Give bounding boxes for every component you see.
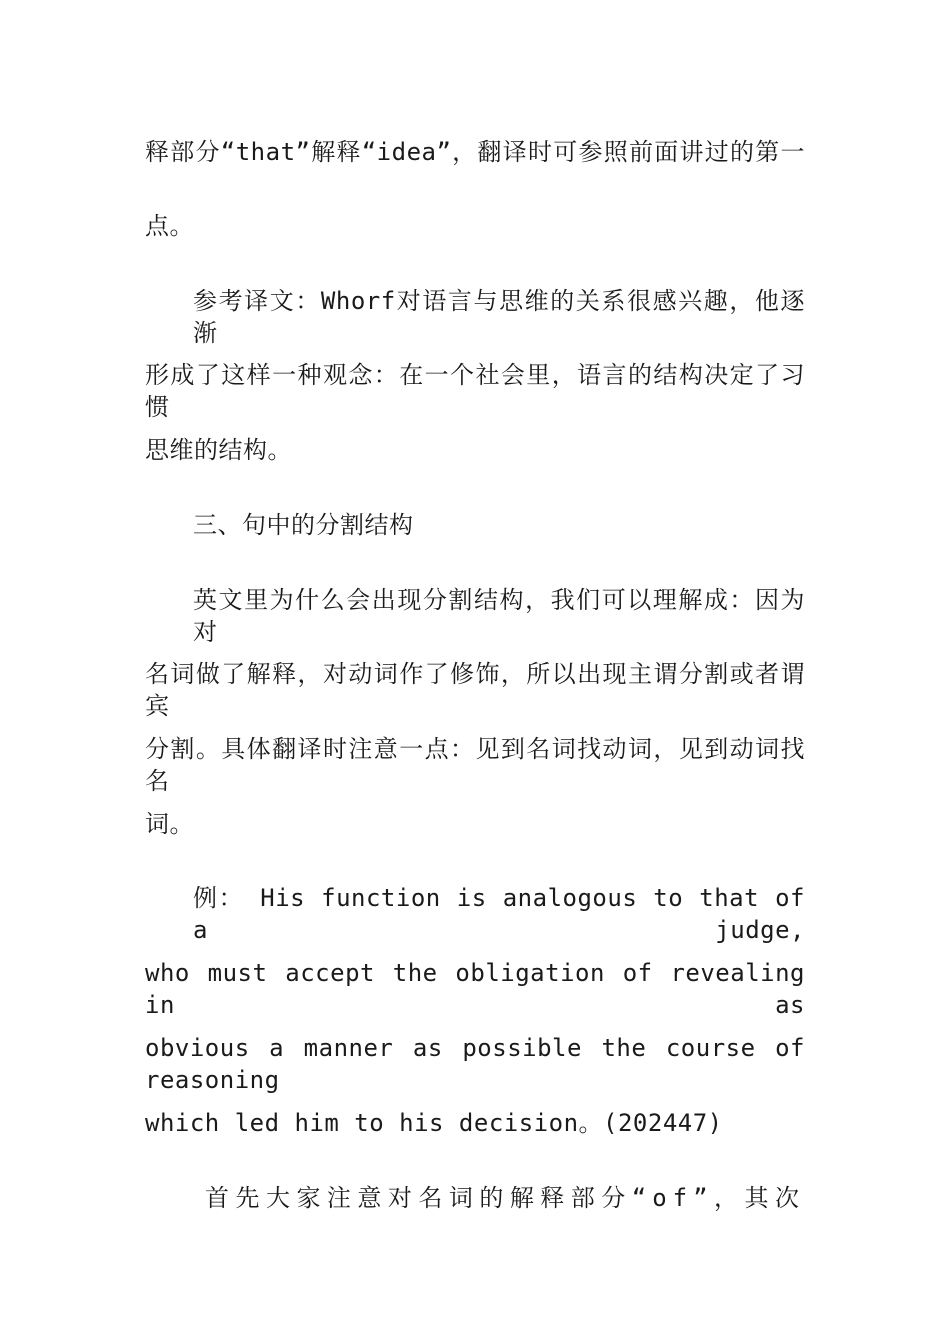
example-line-3: obvious a manner as possible the course of reasoning xyxy=(145,1034,805,1094)
text-line-1: 释部分“that”解释“idea”，翻译时可参照前面讲过的第一 xyxy=(145,138,805,166)
text-line-9: 分割。具体翻译时注意一点：见到名词找动词，见到动词找名 xyxy=(145,735,805,795)
section-heading: 三、句中的分割结构 xyxy=(193,511,414,539)
text-line-4: 形成了这样一种观念：在一个社会里，语言的结构决定了习惯 xyxy=(145,361,805,421)
example-line-2: who must accept the obligation of revealing in as xyxy=(145,959,805,1019)
example-line-1: 例： His function is analogous to that of a judge, xyxy=(193,884,805,944)
text-line-3: 参考译文：Whorf对语言与思维的关系很感兴趣，他逐渐 xyxy=(193,287,805,347)
text-line-7: 英文里为什么会出现分割结构，我们可以理解成：因为对 xyxy=(193,586,805,646)
text-line-10: 词。 xyxy=(145,810,194,838)
text-line-8: 名词做了解释，对动词作了修饰，所以出现主谓分割或者谓宾 xyxy=(145,660,805,720)
example-line-4: which led him to his decision。(202447) xyxy=(145,1109,723,1137)
text-line-15: 首先大家注意对名词的解释部分“of”，其次 xyxy=(205,1184,805,1212)
text-line-5: 思维的结构。 xyxy=(145,436,292,464)
text-line-2: 点。 xyxy=(145,212,194,240)
